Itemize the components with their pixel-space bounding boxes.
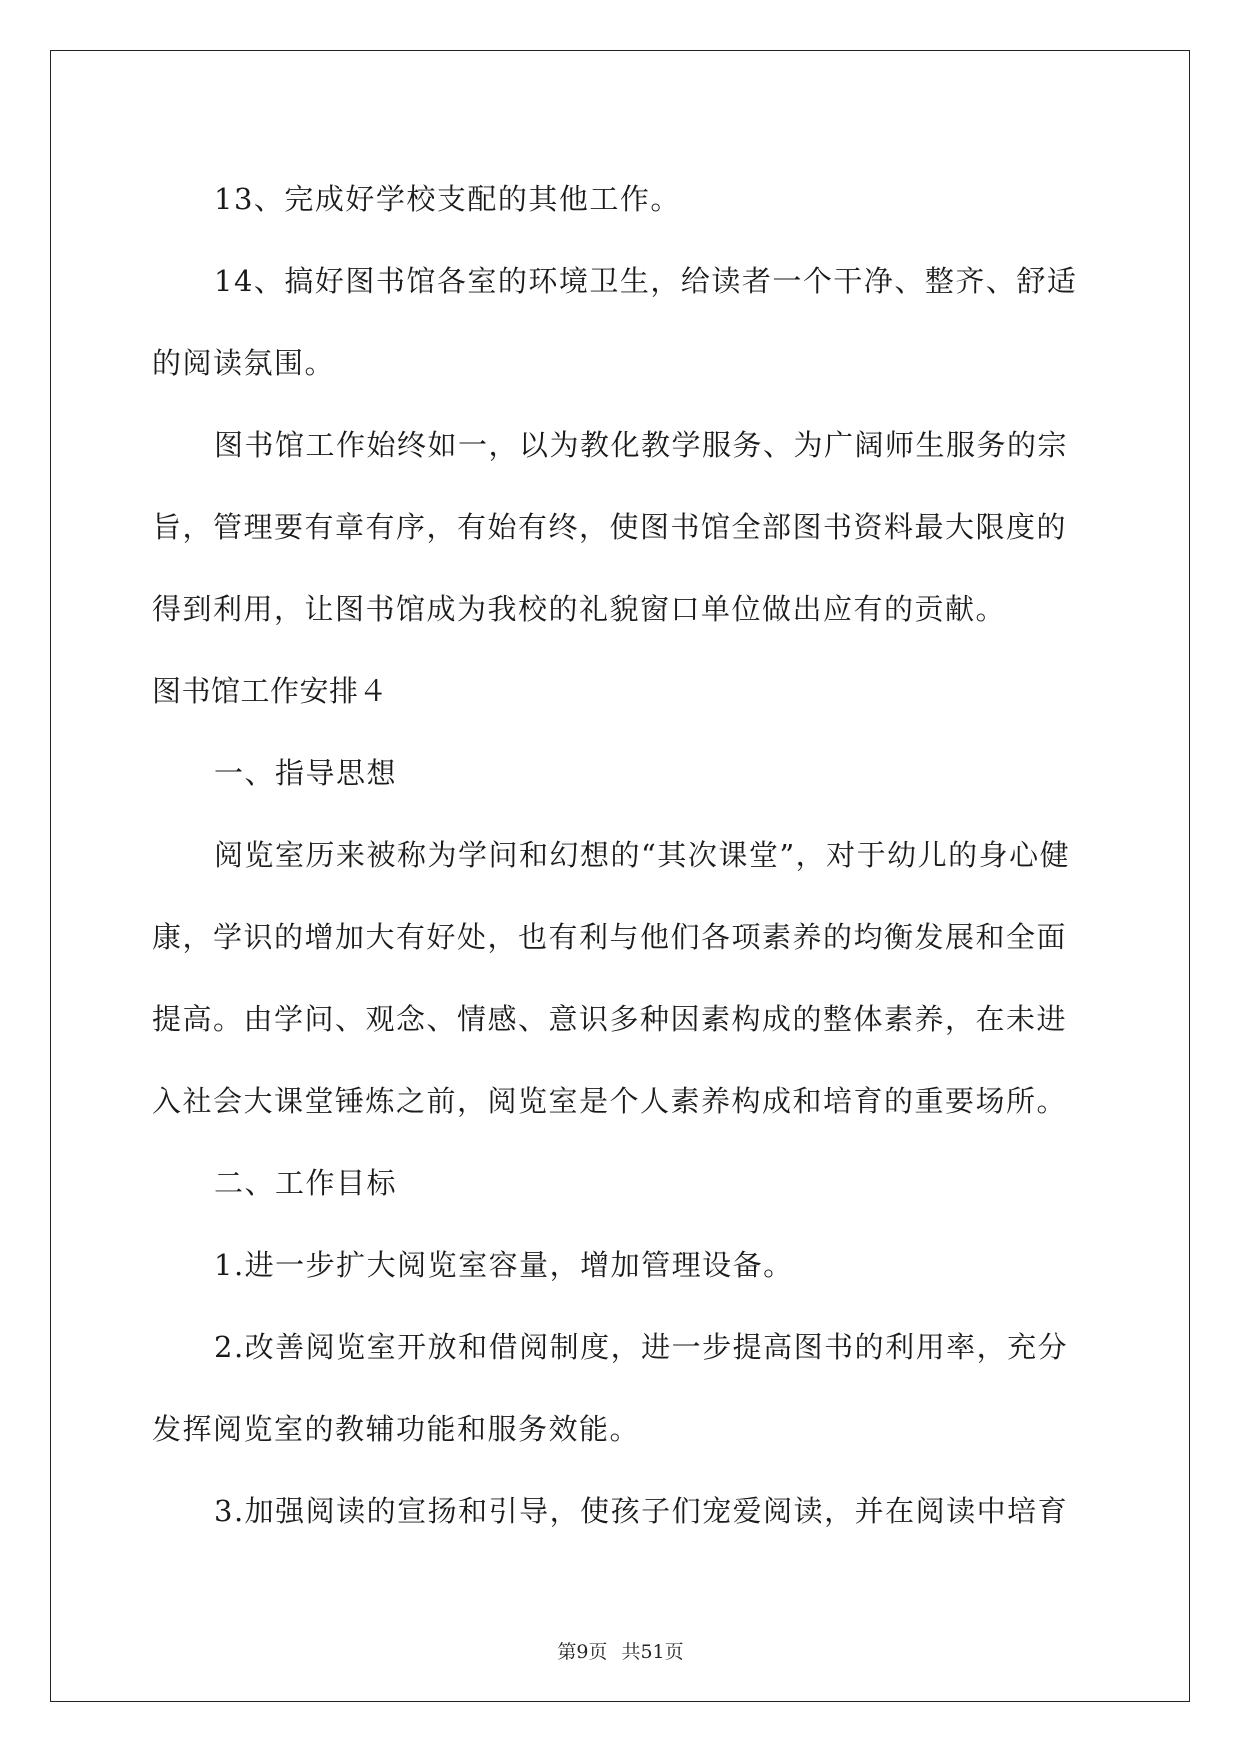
paragraph-line: 旨，管理要有章有序，有始有终，使图书馆全部图书资料最大限度的 (152, 510, 1068, 544)
page-number: 第9页 (557, 1641, 608, 1663)
paragraph-line: 的阅读氛围。 (152, 346, 336, 380)
subheading: 二、工作目标 (214, 1166, 398, 1200)
paragraph-line: 入社会大课堂锤炼之前，阅览室是个人素养构成和培育的重要场所。 (152, 1084, 1068, 1118)
list-item: 1.进一步扩大阅览室容量，增加管理设备。 (214, 1248, 794, 1282)
paragraph-line: 发挥阅览室的教辅功能和服务效能。 (152, 1412, 641, 1446)
list-item: 2.改善阅览室开放和借阅制度，进一步提高图书的利用率，充分 (214, 1330, 1069, 1364)
document-body (152, 158, 1089, 1552)
paragraph-line: 阅览室历来被称为学问和幻想的“其次课堂”，对于幼儿的身心健 (214, 838, 1071, 872)
paragraph-line: 图书馆工作始终如一，以为教化教学服务、为广阔师生服务的宗 (214, 428, 1069, 462)
paragraph-line: 康，学识的增加大有好处，也有利与他们各项素养的均衡发展和全面 (152, 920, 1068, 954)
subheading: 一、指导思想 (214, 756, 398, 790)
page-total: 共51页 (621, 1641, 684, 1663)
section-heading: 图书馆工作安排４ (152, 674, 389, 708)
paragraph-line: 提高。由学问、观念、情感、意识多种因素构成的整体素养，在未进 (152, 1002, 1068, 1036)
page-footer (0, 1637, 1241, 1664)
paragraph-line: 13、完成好学校支配的其他工作。 (214, 182, 681, 216)
paragraph-line: 14、搞好图书馆各室的环境卫生，给读者一个干净、整齐、舒适 (214, 264, 1078, 298)
list-item: 3.加强阅读的宣扬和引导，使孩子们宠爱阅读，并在阅读中培育 (214, 1494, 1069, 1528)
paragraph-line: 得到利用，让图书馆成为我校的礼貌窗口单位做出应有的贡献。 (152, 592, 1007, 626)
